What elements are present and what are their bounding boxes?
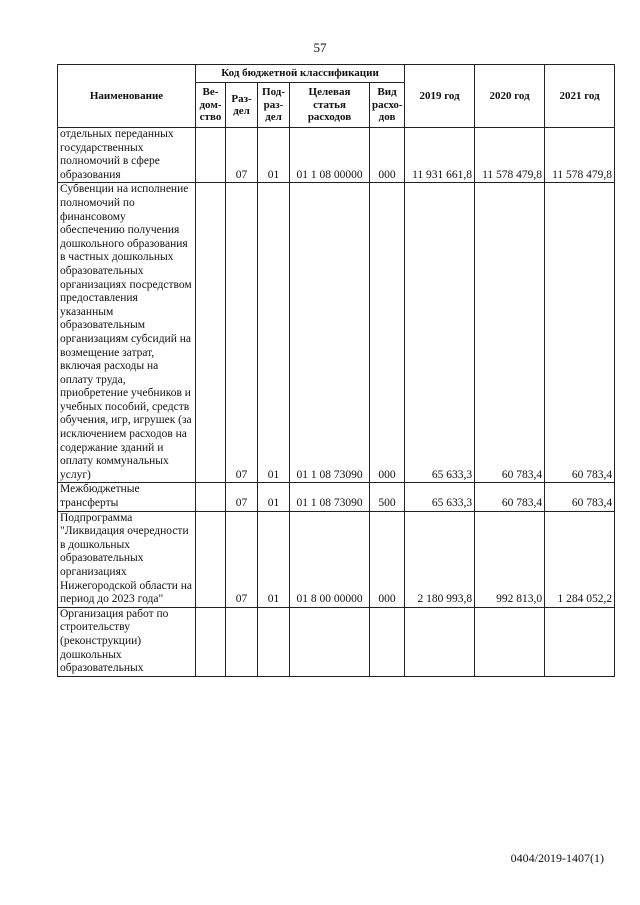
row-name: Субвенции на исполнение полномочий по финансовому обеспечению получения дошкольного образования в частных дошкольных образовательных организациях посредством предоставления указанным образовательным организациям субсидий на возмещение затрат, включая расходы на оплату труда, приобретение учебников и учебных пособий, средств обучения, игр, игрушек (за исключением расходов на содержание зданий и оплату коммунальных услуг) (58, 183, 196, 483)
row-expense-type: 500 (370, 483, 405, 511)
header-2019: 2019 год (405, 65, 475, 128)
row-2020: 992 813,0 (475, 511, 545, 607)
header-name: Наименование (58, 65, 196, 128)
row-2021: 60 783,4 (545, 483, 615, 511)
row-section: 07 (226, 511, 258, 607)
table-row (58, 183, 615, 483)
page-number: 57 (313, 40, 327, 55)
row-section: 07 (226, 128, 258, 183)
row-2020 (475, 607, 545, 676)
row-name: Межбюджетные трансферты (58, 483, 196, 511)
header-target-article: Целевая статья расходов (290, 83, 370, 128)
table-row (58, 511, 615, 607)
header-section: Раз-дел (226, 83, 258, 128)
row-subsection: 01 (258, 511, 290, 607)
row-department (196, 483, 226, 511)
row-2019: 65 633,3 (405, 483, 475, 511)
budget-table (57, 64, 615, 677)
row-expense-type: 000 (370, 183, 405, 483)
row-expense-type: 000 (370, 511, 405, 607)
row-subsection (258, 607, 290, 676)
row-name: Организация работ по строительству (реконструкции) дошкольных образовательных (58, 607, 196, 676)
row-target-article: 01 1 08 73090 (290, 183, 370, 483)
row-subsection: 01 (258, 483, 290, 511)
row-2019: 65 633,3 (405, 183, 475, 483)
row-2020: 60 783,4 (475, 183, 545, 483)
row-2021: 11 578 479,8 (545, 128, 615, 183)
row-department (196, 183, 226, 483)
row-2019: 11 931 661,8 (405, 128, 475, 183)
row-target-article: 01 1 08 73090 (290, 483, 370, 511)
row-subsection: 01 (258, 183, 290, 483)
row-target-article (290, 607, 370, 676)
header-department: Ве-дом-ство (196, 83, 226, 128)
table-row (58, 483, 615, 511)
row-name: отдельных переданных государственных полномочий в сфере образования (58, 128, 196, 183)
row-2020: 11 578 479,8 (475, 128, 545, 183)
document-code: 0404/2019-1407(1) (510, 851, 604, 865)
table-row (58, 607, 615, 676)
row-subsection: 01 (258, 128, 290, 183)
row-name: Подпрограмма "Ликвидация очередности в дошкольных образовательных организациях Нижегородской области на период до 2023 года" (58, 511, 196, 607)
header-classification-group: Код бюджетной классификации (196, 65, 405, 83)
row-target-article: 01 1 08 00000 (290, 128, 370, 183)
row-section: 07 (226, 483, 258, 511)
table-row (58, 128, 615, 183)
row-section: 07 (226, 183, 258, 483)
row-department (196, 607, 226, 676)
row-2021 (545, 607, 615, 676)
row-target-article: 01 8 00 00000 (290, 511, 370, 607)
row-department (196, 128, 226, 183)
header-2021: 2021 год (545, 65, 615, 128)
row-expense-type: 000 (370, 128, 405, 183)
row-2020: 60 783,4 (475, 483, 545, 511)
header-expense-type: Вид расхо-дов (370, 83, 405, 128)
header-2020: 2020 год (475, 65, 545, 128)
row-2021: 60 783,4 (545, 183, 615, 483)
row-2019: 2 180 993,8 (405, 511, 475, 607)
row-department (196, 511, 226, 607)
row-2021: 1 284 052,2 (545, 511, 615, 607)
row-expense-type (370, 607, 405, 676)
row-section (226, 607, 258, 676)
row-2019 (405, 607, 475, 676)
header-subsection: Под-раз-дел (258, 83, 290, 128)
